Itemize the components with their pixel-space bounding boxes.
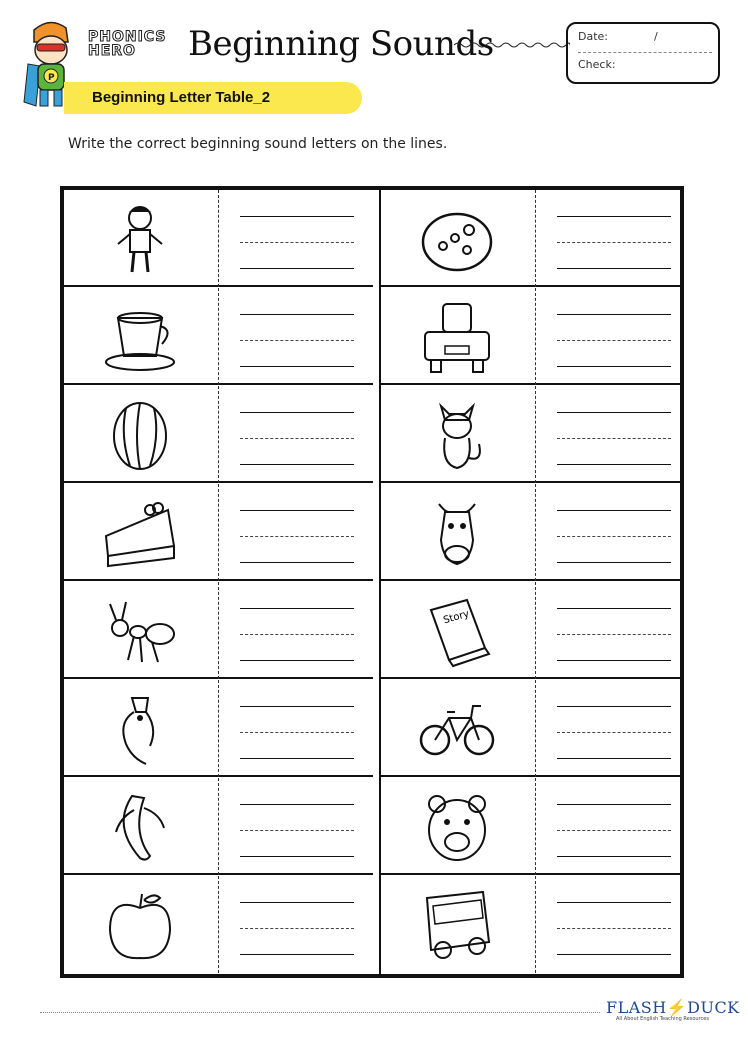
brand-left: FLASH [606,998,667,1017]
banana-icon [102,790,178,864]
cookie-icon [419,202,495,276]
subtitle: Beginning Letter Table_2 [92,89,271,106]
answer-line-top[interactable] [240,608,354,609]
squiggle-divider [454,40,570,50]
answer-line-dashed[interactable] [557,634,671,635]
right-row [381,876,680,973]
picture-cell [64,680,219,777]
right-row [381,190,680,287]
check-label: Check: [578,58,616,71]
picture-cell [64,484,219,581]
svg-text:Story: Story [442,608,471,627]
brand-bottom: HERO [88,43,136,59]
left-row [64,288,373,385]
ball-icon [102,398,178,472]
answer-line-bottom[interactable] [557,856,671,857]
right-row [381,680,680,777]
worksheet-table [60,186,684,978]
bike-icon [419,692,495,766]
answer-line-dashed[interactable] [557,340,671,341]
answer-line-top[interactable] [240,412,354,413]
svg-text:P: P [48,73,55,83]
answer-line-top[interactable] [240,902,354,903]
picture-cell [64,582,219,679]
answer-line-top[interactable] [240,510,354,511]
picture-cell [381,582,536,679]
taxi-icon [419,300,495,374]
left-column [64,190,375,974]
answer-line-bottom[interactable] [240,758,354,759]
answer-line-bottom[interactable] [557,954,671,955]
left-row [64,876,373,973]
answer-line-top[interactable] [240,216,354,217]
date-row [578,30,712,53]
answer-line-dashed[interactable] [240,928,354,929]
cat-icon [419,398,495,472]
cow-icon [419,496,495,570]
apple-icon [102,888,178,962]
left-row [64,778,373,875]
answer-line-bottom[interactable] [240,856,354,857]
answer-line-top[interactable] [557,706,671,707]
answer-line-dashed[interactable] [557,536,671,537]
picture-cell [64,386,219,483]
picture-cell [381,386,536,483]
picture-cell [381,778,536,875]
answer-line-dashed[interactable] [240,536,354,537]
answer-line-bottom[interactable] [240,268,354,269]
picture-cell [381,190,536,287]
answer-line-dashed[interactable] [240,830,354,831]
date-separator: / [654,30,658,43]
answer-line-bottom[interactable] [557,366,671,367]
right-row [381,778,680,875]
boy-icon [102,202,178,276]
bear-icon [419,790,495,864]
answer-line-bottom[interactable] [557,464,671,465]
answer-line-dashed[interactable] [557,830,671,831]
right-row [381,386,680,483]
right-row [381,288,680,385]
answer-line-top[interactable] [240,706,354,707]
answer-line-dashed[interactable] [240,634,354,635]
date-check-box [566,22,720,84]
answer-line-top[interactable] [557,412,671,413]
picture-cell [64,288,219,385]
picture-cell [381,680,536,777]
answer-line-bottom[interactable] [240,366,354,367]
answer-line-top[interactable] [240,314,354,315]
picture-cell [381,876,536,973]
brand-logo-text [88,30,184,58]
brand-right: DUCK [687,998,740,1017]
answer-line-dashed[interactable] [240,438,354,439]
left-row [64,386,373,483]
picture-cell [64,778,219,875]
answer-line-bottom[interactable] [240,954,354,955]
ant-icon [102,594,178,668]
left-row [64,582,373,679]
picture-cell [381,288,536,385]
brand-top: PHONICS [88,29,167,45]
answer-line-dashed[interactable] [557,732,671,733]
footer-tagline: All About English Teaching Resources [616,1016,709,1022]
bus-icon [419,888,495,962]
flashduck-logo [606,998,740,1017]
answer-line-top[interactable] [557,314,671,315]
answer-line-dashed[interactable] [557,438,671,439]
answer-line-bottom[interactable] [240,660,354,661]
left-row [64,484,373,581]
answer-line-top[interactable] [557,216,671,217]
answer-line-bottom[interactable] [240,464,354,465]
instructions: Write the correct beginning sound letters on the lines. [68,136,448,152]
answer-line-bottom[interactable] [240,562,354,563]
left-row [64,680,373,777]
answer-line-bottom[interactable] [557,562,671,563]
picture-cell [381,484,536,581]
answer-line-top[interactable] [557,902,671,903]
footer-divider [40,1012,600,1013]
page-title: Beginning Sounds [188,24,494,64]
answer-line-top[interactable] [240,804,354,805]
picture-cell [64,876,219,973]
answer-line-dashed[interactable] [240,732,354,733]
answer-line-dashed[interactable] [557,928,671,929]
check-row [578,58,712,80]
alligator-icon [102,692,178,766]
date-label: Date: [578,30,608,43]
right-row [381,582,680,679]
answer-line-bottom[interactable] [557,660,671,661]
answer-line-bottom[interactable] [557,758,671,759]
answer-line-dashed[interactable] [240,340,354,341]
answer-line-top[interactable] [557,510,671,511]
bolt-icon: ⚡ [666,998,688,1017]
answer-line-dashed[interactable] [557,242,671,243]
left-row [64,190,373,287]
cup-icon [102,300,178,374]
answer-line-dashed[interactable] [240,242,354,243]
answer-line-bottom[interactable] [557,268,671,269]
pie-icon [102,496,178,570]
answer-line-top[interactable] [557,804,671,805]
answer-line-top[interactable] [557,608,671,609]
right-column [379,190,680,974]
picture-cell [64,190,219,287]
book-icon [419,594,495,668]
right-row [381,484,680,581]
